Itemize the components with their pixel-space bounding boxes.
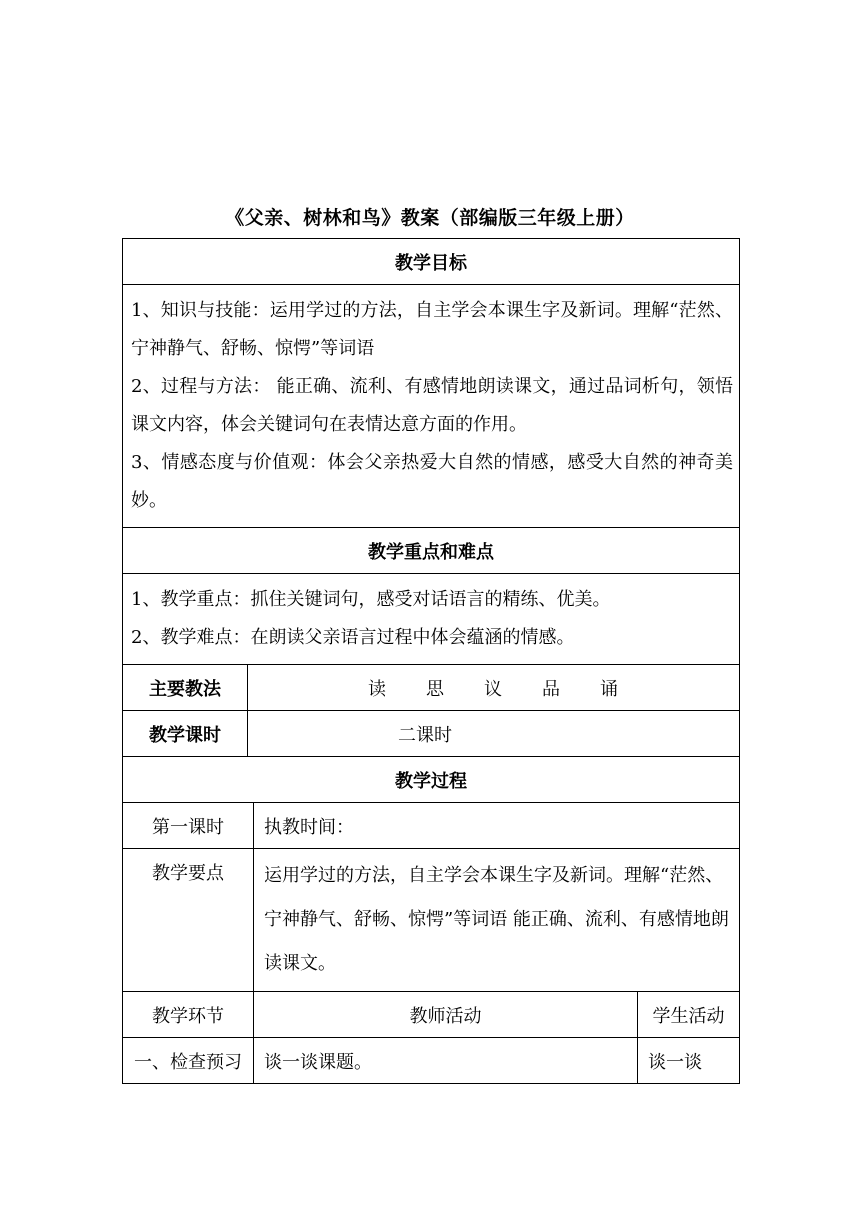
- hours-label: 教学课时: [123, 711, 248, 757]
- row1-stage: 一、检查预习: [123, 1038, 254, 1084]
- col-student-header: 学生活动: [638, 992, 740, 1038]
- key-points-row: [123, 574, 740, 665]
- method-savor: 品: [542, 678, 560, 700]
- column-headers-row: [123, 992, 740, 1038]
- methods-value: [248, 665, 740, 711]
- methods-label: 主要教法: [123, 665, 248, 711]
- key-points-cell: [123, 574, 740, 665]
- hours-value: 二课时: [248, 711, 740, 757]
- essentials-row: [123, 849, 740, 992]
- key-header-row: [123, 528, 740, 574]
- goals-header-row: [123, 239, 740, 285]
- methods-row: [123, 665, 740, 711]
- essentials-label: 教学要点: [123, 849, 254, 992]
- hours-row: [123, 711, 740, 757]
- key-point-2: 2、教学难点：在朗读父亲语言过程中体会蕴涵的情感。: [131, 627, 575, 648]
- col-stage-header: 教学环节: [123, 992, 254, 1038]
- key-point-1: 1、教学重点：抓住关键词句，感受对话语言的精练、优美。: [131, 589, 611, 610]
- method-discuss: 议: [484, 678, 502, 700]
- lesson-plan-table: [122, 238, 740, 1084]
- goals-row: [123, 285, 740, 528]
- goal-item-1: 1、知识与技能：运用学过的方法，自主学会本课生字及新词。理解“茫然、宁神静气、舒畅、惊愕”等词语: [131, 300, 733, 359]
- row1-student: 谈一谈: [638, 1038, 740, 1084]
- essentials-value: 运用学过的方法，自主学会本课生字及新词。理解“茫然、宁神静气、舒畅、惊愕”等词语 能正确、流利、有感情地朗读课文。: [254, 849, 740, 992]
- document-title: 《父亲、树林和鸟》教案（部编版三年级上册）: [225, 207, 635, 229]
- method-recite: 诵: [600, 678, 618, 700]
- process-header: 教学过程: [123, 757, 740, 803]
- method-think: 思: [426, 678, 444, 700]
- key-points-header: 教学重点和难点: [123, 528, 740, 574]
- row1-teacher: 谈一谈课题。: [254, 1038, 638, 1084]
- table-row: [123, 1038, 740, 1084]
- goals-cell: [123, 285, 740, 528]
- goal-item-3: 3、情感态度与价值观：体会父亲热爱大自然的情感，感受大自然的神奇美妙。: [131, 452, 733, 511]
- col-teacher-header: 教师活动: [254, 992, 638, 1038]
- process-header-row: [123, 757, 740, 803]
- goals-header: 教学目标: [123, 239, 740, 285]
- lesson1-row: [123, 803, 740, 849]
- goal-item-2: 2、过程与方法： 能正确、流利、有感情地朗读课文，通过品词析句，领悟课文内容，体会关键词句在表情达意方面的作用。: [131, 376, 733, 435]
- lesson1-value: 执教时间：: [254, 803, 740, 849]
- lesson1-label: 第一课时: [123, 803, 254, 849]
- method-read: 读: [368, 678, 386, 700]
